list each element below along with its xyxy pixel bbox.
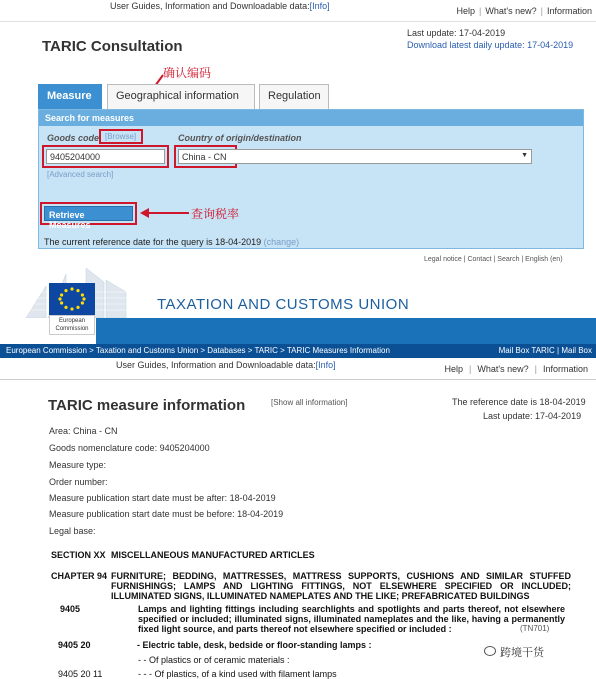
annotation-query-rate: 查询税率 bbox=[191, 207, 240, 221]
change-link[interactable]: (change) bbox=[263, 237, 300, 247]
sub-plastics: - - Of plastics or of ceramic materials : bbox=[138, 655, 290, 665]
ec-logo-line1: European bbox=[58, 318, 86, 324]
goods-code-label: Goods code bbox=[47, 133, 100, 143]
tab-regulation[interactable]: Regulation bbox=[259, 84, 329, 109]
tab-measure[interactable]: Measure bbox=[38, 84, 102, 109]
nav-help[interactable]: Help bbox=[456, 6, 476, 16]
eu-stars-icon bbox=[49, 283, 95, 315]
chevron-down-icon: ▼ bbox=[521, 152, 528, 159]
info-order-number: Order number: bbox=[49, 477, 108, 487]
info-link-2[interactable]: [Info] bbox=[315, 360, 336, 370]
watermark: 跨境干货 bbox=[500, 647, 544, 659]
annotation-confirm-code: 确认编码 bbox=[163, 66, 212, 80]
subheading-940520-code: 9405 20 bbox=[58, 640, 91, 650]
browse-link[interactable]: [Browse] bbox=[105, 132, 137, 141]
wechat-icon bbox=[484, 646, 496, 656]
ec-logo-label bbox=[49, 315, 95, 335]
info-link[interactable]: [Info] bbox=[309, 1, 330, 11]
info-area: Area: China - CN bbox=[49, 426, 118, 436]
info-start-after: Measure publication start date must be after: 18-04-2019 bbox=[49, 493, 276, 503]
info-goods-code: Goods nomenclature code: 9405204000 bbox=[49, 443, 210, 453]
top-nav: Help | What's new? | Information bbox=[456, 6, 592, 16]
subheading-94052011-desc: - - - Of plastics, of a kind used with filament lamps bbox=[138, 669, 337, 679]
eu-flag bbox=[49, 283, 95, 315]
heading-9405-desc: Lamps and lighting fittings including searchlights and spotlights and parts thereof, not elsewhere specified or included; illuminated signs, illuminated nameplates and the like, having a permanently fixed light source, and parts thereof not elsewhere specified or included : bbox=[138, 604, 565, 634]
heading-9405-code: 9405 bbox=[60, 604, 81, 614]
measure-info-title: TARIC measure information bbox=[48, 397, 246, 414]
top-nav-2: Help | What's new? | Information bbox=[444, 364, 588, 374]
nav-information[interactable]: Information bbox=[546, 6, 592, 16]
subheading-940520-desc: - Electric table, desk, bedside or floor-standing lamps : bbox=[137, 640, 372, 650]
subheading-94052011-code: 9405 20 11 bbox=[58, 669, 103, 679]
user-guides-text: User Guides, Information and Downloadable data: bbox=[110, 1, 310, 11]
user-guides-line-2 bbox=[116, 360, 336, 370]
nav-whats-new-2[interactable]: What's new? bbox=[477, 364, 529, 374]
user-guides-line bbox=[110, 1, 330, 11]
ec-logo-line2: Commission bbox=[55, 326, 89, 332]
ec-top-links[interactable]: Legal notice | Contact | Search | English (en) bbox=[424, 256, 563, 263]
mailbox-links[interactable]: Mail Box TARIC | Mail Box bbox=[498, 346, 592, 355]
section-desc: MISCELLANEOUS MANUFACTURED ARTICLES bbox=[111, 550, 315, 560]
divider bbox=[0, 379, 596, 380]
country-select[interactable] bbox=[178, 149, 532, 164]
tcu-title: TAXATION AND CUSTOMS UNION bbox=[157, 296, 410, 313]
last-update-2: Last update: 17-04-2019 bbox=[483, 411, 582, 421]
reference-date: The reference date is 18-04-2019 bbox=[452, 397, 586, 407]
tab-geographical[interactable]: Geographical information bbox=[107, 84, 255, 109]
page-title: TARIC Consultation bbox=[42, 38, 183, 55]
nav-help-2[interactable]: Help bbox=[444, 364, 464, 374]
advanced-search-link[interactable]: [Advanced search] bbox=[47, 170, 114, 179]
section-code: SECTION XX bbox=[51, 550, 106, 560]
show-all-link[interactable]: [Show all information] bbox=[271, 398, 348, 407]
blue-band bbox=[96, 318, 596, 344]
country-label: Country of origin/destination bbox=[178, 133, 302, 143]
info-measure-type: Measure type: bbox=[49, 460, 107, 470]
user-guides-text-2: User Guides, Information and Downloadable data: bbox=[116, 360, 316, 370]
info-legal-base: Legal base: bbox=[49, 526, 96, 536]
last-update: Last update: 17-04-2019 bbox=[407, 28, 506, 38]
country-select-value: China - CN bbox=[182, 152, 227, 162]
breadcrumb-text[interactable]: European Commission > Taxation and Customs Union > Databases > TARIC > TARIC Measures Information bbox=[6, 346, 390, 355]
download-link[interactable]: Download latest daily update: 17-04-2019 bbox=[407, 40, 574, 50]
tn-note[interactable]: (TN701) bbox=[520, 624, 550, 633]
nav-information-2[interactable]: Information bbox=[542, 364, 588, 374]
chapter-desc: FURNITURE; BEDDING, MATTRESSES, MATTRESS SUPPORTS, CUSHIONS AND SIMILAR STUFFED FURNISHINGS; LAMPS AND LIGHTING FITTINGS, NOT ELSEWHERE SPECIFIED OR INCLUDED; ILLUMINATED SIGNS, ILLUMINATED NAMEPLATES AND THE LIKE; PREFABRICATED BUILDINGS bbox=[111, 571, 571, 601]
chapter-code: CHAPTER 94 bbox=[51, 571, 108, 581]
info-start-before: Measure publication start date must be before: 18-04-2019 bbox=[49, 509, 284, 519]
panel-header: Search for measures bbox=[39, 110, 583, 126]
reference-date-line bbox=[44, 237, 299, 247]
annotation-arrow-2 bbox=[140, 207, 190, 219]
reference-date-text: The current reference date for the query is 18-04-2019 bbox=[44, 237, 262, 247]
retrieve-measures-button[interactable]: Retrieve Measures bbox=[44, 206, 133, 221]
goods-code-input[interactable]: 9405204000 bbox=[46, 149, 165, 164]
nav-whats-new[interactable]: What's new? bbox=[485, 6, 537, 16]
